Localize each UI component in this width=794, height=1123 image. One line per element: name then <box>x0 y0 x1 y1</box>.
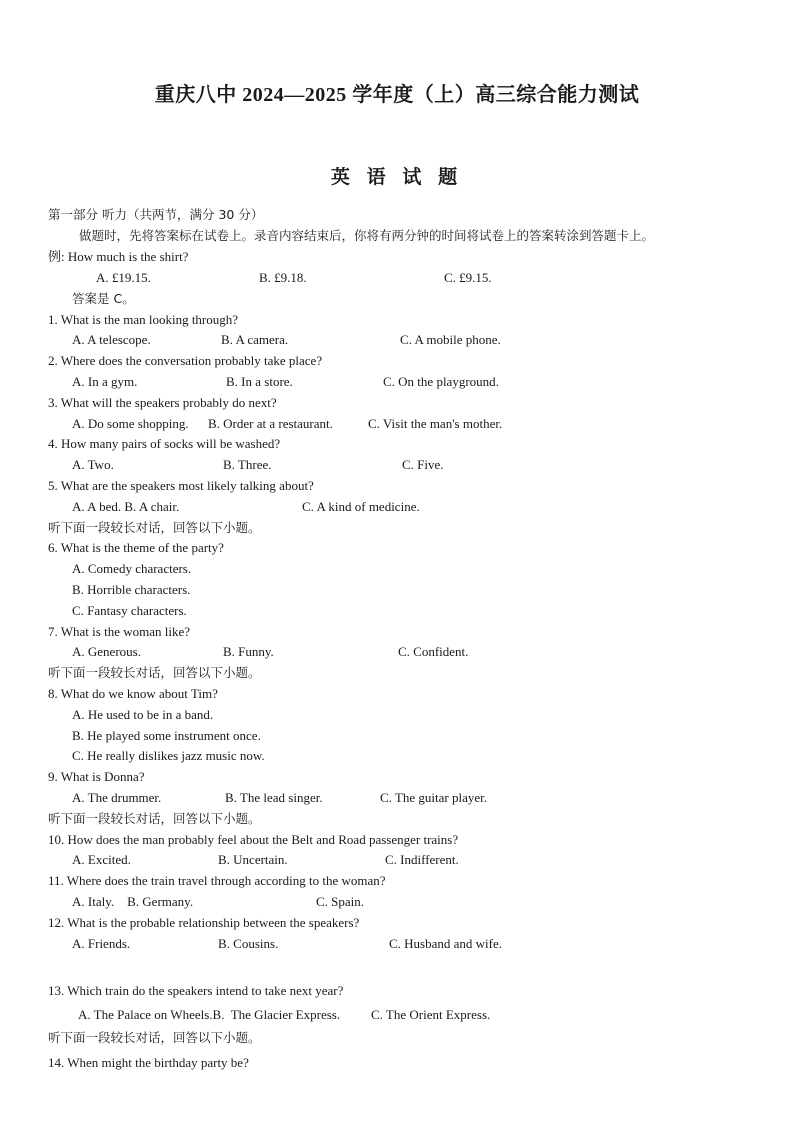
q2-option-a: A. In a gym. <box>72 374 138 389</box>
part1-instruction: 做题时，先将答案标在试卷上。录音内容结束后，你将有两分钟的时间将试卷上的答案转涂到答题卡上。 <box>79 228 655 243</box>
listen-long-instruction: 听下面一段较长对话，回答以下小题。 <box>48 520 261 535</box>
q2-option-b: B. In a store. <box>226 374 293 389</box>
q13-question: 13. Which train do the speakers intend to take next year? <box>48 983 344 998</box>
listen-long-instruction: 听下面一段较长对话，回答以下小题。 <box>48 1030 261 1045</box>
q11-question: 11. Where does the train travel through according to the woman? <box>48 873 386 888</box>
q9-question: 9. What is Donna? <box>48 769 145 784</box>
q5-option-c: C. A kind of medicine. <box>302 499 420 514</box>
q2-option-c: C. On the playground. <box>383 374 499 389</box>
q3-option-b: B. Order at a restaurant. <box>208 416 333 431</box>
q12-option-a: A. Friends. <box>72 936 131 951</box>
q12-option-b: B. Cousins. <box>218 936 279 951</box>
q13-option-ab: A. The Palace on Wheels.B. The Glacier Express. <box>78 1007 341 1022</box>
q10-option-a: A. Excited. <box>72 852 131 867</box>
q8-option-c: C. He really dislikes jazz music now. <box>72 748 265 763</box>
example-question: 例: How much is the shirt? <box>48 249 189 264</box>
q4-option-c: C. Five. <box>402 457 444 472</box>
q3-question: 3. What will the speakers probably do next? <box>48 395 277 410</box>
q8-option-a: A. He used to be in a band. <box>72 707 214 722</box>
q4-option-b: B. Three. <box>223 457 272 472</box>
q14-question: 14. When might the birthday party be? <box>48 1055 249 1070</box>
q4-option-a: A. Two. <box>72 457 114 472</box>
q1-option-a: A. A telescope. <box>72 332 151 347</box>
q7-option-c: C. Confident. <box>398 644 469 659</box>
exam-title: 重庆八中 2024—2025 学年度（上）高三综合能力测试 <box>154 84 640 106</box>
q7-option-a: A. Generous. <box>72 644 141 659</box>
q7-question: 7. What is the woman like? <box>48 624 191 639</box>
q9-option-b: B. The lead singer. <box>225 790 323 805</box>
example-option-c: C. £9.15. <box>444 270 492 285</box>
q11-option-ab: A. Italy. B. Germany. <box>72 894 194 909</box>
q8-question: 8. What do we know about Tim? <box>48 686 218 701</box>
q13-option-c: C. The Orient Express. <box>371 1007 491 1022</box>
q1-question: 1. What is the man looking through? <box>48 312 239 327</box>
q4-question: 4. How many pairs of socks will be washed? <box>48 436 281 451</box>
q12-question: 12. What is the probable relationship between the speakers? <box>48 915 360 930</box>
q8-option-b: B. He played some instrument once. <box>72 728 261 743</box>
q10-option-b: B. Uncertain. <box>218 852 288 867</box>
q9-option-a: A. The drummer. <box>72 790 162 805</box>
q7-option-b: B. Funny. <box>223 644 274 659</box>
q9-option-c: C. The guitar player. <box>380 790 487 805</box>
listen-long-instruction: 听下面一段较长对话，回答以下小题。 <box>48 665 261 680</box>
example-answer: 答案是 C。 <box>72 291 135 306</box>
q1-option-c: C. A mobile phone. <box>400 332 501 347</box>
q6-option-a: A. Comedy characters. <box>72 561 192 576</box>
q6-option-c: C. Fantasy characters. <box>72 603 187 618</box>
q11-option-c: C. Spain. <box>316 894 365 909</box>
q10-option-c: C. Indifferent. <box>385 852 459 867</box>
q12-option-c: C. Husband and wife. <box>389 936 503 951</box>
example-option-a: A. £19.15. <box>96 270 151 285</box>
q1-option-b: B. A camera. <box>221 332 289 347</box>
q5-question: 5. What are the speakers most likely talking about? <box>48 478 314 493</box>
exam-subtitle: 英 语 试 题 <box>330 167 464 188</box>
part1-heading: 第一部分 听力（共两节，满分 30 分） <box>48 207 264 222</box>
q10-question: 10. How does the man probably feel about the Belt and Road passenger trains? <box>48 832 459 847</box>
q6-option-b: B. Horrible characters. <box>72 582 191 597</box>
example-option-b: B. £9.18. <box>259 270 307 285</box>
q5-option-ab: A. A bed. B. A chair. <box>72 499 180 514</box>
q6-question: 6. What is the theme of the party? <box>48 540 224 555</box>
q3-option-a: A. Do some shopping. <box>72 416 189 431</box>
listen-long-instruction: 听下面一段较长对话，回答以下小题。 <box>48 811 261 826</box>
q2-question: 2. Where does the conversation probably take place? <box>48 353 323 368</box>
q3-option-c: C. Visit the man's mother. <box>368 416 503 431</box>
